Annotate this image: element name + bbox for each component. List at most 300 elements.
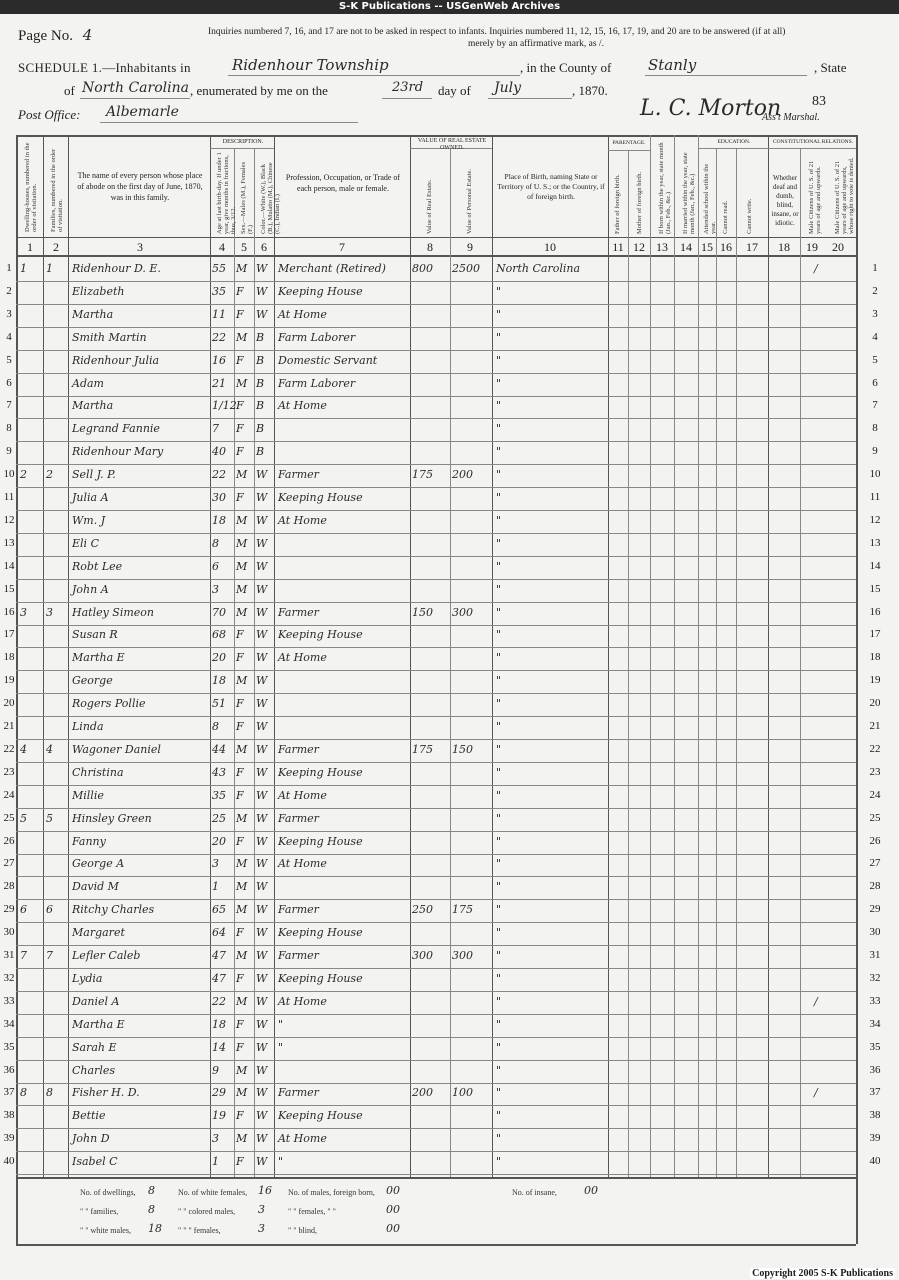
person-name: Hinsley Green — [72, 812, 152, 825]
row-number: 28 — [3, 880, 15, 892]
males-foreign-label: No. of males, foreign born, — [288, 1188, 375, 1197]
column-number: 12 — [633, 240, 645, 254]
row-number-right: 34 — [869, 1018, 881, 1030]
birthplace: " — [496, 285, 502, 298]
white-males-label: " " white males, — [80, 1226, 131, 1235]
header-education: EDUCATION. — [717, 139, 751, 145]
row-number: 30 — [3, 926, 15, 938]
row-number: 11 — [3, 491, 15, 503]
person-sex: F — [236, 445, 244, 458]
person-name: Martha E — [72, 651, 125, 664]
person-age: 29 — [212, 1086, 226, 1099]
row-number-right: 33 — [869, 995, 881, 1007]
person-occupation: Farm Laborer — [278, 377, 356, 390]
person-name: Elizabeth — [72, 285, 125, 298]
person-age: 18 — [212, 674, 226, 687]
row-number: 2 — [6, 285, 12, 297]
row-number-right: 8 — [872, 422, 878, 434]
birthplace: " — [496, 583, 502, 596]
person-color: W — [256, 606, 268, 619]
person-color: B — [256, 399, 265, 412]
marshal-signature: L. C. Morton — [640, 96, 782, 121]
person-color: W — [256, 972, 268, 985]
person-age: 68 — [212, 628, 226, 641]
person-color: W — [256, 1155, 268, 1168]
family-number: 4 — [46, 743, 53, 756]
person-age: 1 — [212, 1155, 219, 1168]
person-name: Ritchy Charles — [72, 903, 155, 916]
person-color: W — [256, 1086, 268, 1099]
family-number: 3 — [46, 606, 53, 619]
row-number: 15 — [3, 583, 15, 595]
person-occupation: Keeping House — [278, 628, 363, 641]
person-age: 47 — [212, 972, 226, 985]
header-real-estate: Value of Real Estate. — [426, 179, 433, 234]
person-name: Ridenhour Mary — [72, 445, 164, 458]
of-label: of — [64, 83, 75, 98]
white-females-count: 16 — [258, 1184, 272, 1197]
birthplace: " — [496, 674, 502, 687]
person-color: W — [256, 583, 268, 596]
header-sex: Sex.—Males (M.), Females (F.) — [240, 161, 254, 234]
person-color: W — [256, 285, 268, 298]
row-number: 5 — [6, 354, 12, 366]
row-number: 22 — [3, 743, 15, 755]
person-occupation: Farmer — [278, 468, 319, 481]
person-occupation: Farmer — [278, 1086, 319, 1099]
person-sex: F — [236, 926, 244, 939]
archive-banner: S-K Publications -- USGenWeb Archives — [0, 0, 899, 14]
person-sex: F — [236, 628, 244, 641]
row-number-right: 3 — [872, 308, 878, 320]
real-estate-value: 300 — [412, 949, 433, 962]
person-color: W — [256, 995, 268, 1008]
person-age: 20 — [212, 651, 226, 664]
person-occupation: Farm Laborer — [278, 331, 356, 344]
birthplace: " — [496, 399, 502, 412]
header-vote-denied: Male Citizens of U. S. of 21 years of age and upwards, whose right to vote is denied. — [834, 157, 855, 234]
column-number: 2 — [53, 240, 59, 254]
person-occupation: Keeping House — [278, 926, 363, 939]
birthplace: " — [496, 491, 502, 504]
column-number: 18 — [778, 240, 790, 254]
person-age: 11 — [212, 308, 226, 321]
row-number-right: 19 — [869, 674, 881, 686]
row-number-right: 22 — [869, 743, 881, 755]
row-number: 26 — [3, 835, 15, 847]
birthplace: " — [496, 697, 502, 710]
person-age: 51 — [212, 697, 226, 710]
row-number: 21 — [3, 720, 15, 732]
person-name: Julia A — [72, 491, 109, 504]
person-age: 44 — [212, 743, 226, 756]
person-name: Martha E — [72, 1018, 125, 1031]
inquiry-note-2: merely by an affirmative mark, as /. — [468, 39, 604, 49]
families-label: " " families, — [80, 1207, 119, 1216]
birthplace: " — [496, 949, 502, 962]
marshal-title: Ass't Marshal. — [762, 112, 820, 123]
inquiry-note: Inquiries numbered 7, 16, and 17 are not to be asked in respect to infants. Inquiries numbered 11, 12, 15, 16, 17, 19, and 20 are to be answered (if at all) — [208, 27, 786, 37]
person-color: W — [256, 491, 268, 504]
birthplace: " — [496, 514, 502, 527]
person-color: W — [256, 697, 268, 710]
person-occupation: Keeping House — [278, 835, 363, 848]
person-occupation: Keeping House — [278, 285, 363, 298]
person-occupation: Farmer — [278, 949, 319, 962]
column-number: 14 — [680, 240, 692, 254]
person-name: George — [72, 674, 113, 687]
person-color: W — [256, 812, 268, 825]
person-age: 9 — [212, 1064, 219, 1077]
family-number: 6 — [46, 903, 53, 916]
person-name: Martha — [72, 399, 114, 412]
row-number: 25 — [3, 812, 15, 824]
birthplace: " — [496, 880, 502, 893]
person-age: 1/12 — [212, 399, 237, 412]
county-label: , in the County of — [520, 60, 612, 75]
birthplace: " — [496, 903, 502, 916]
person-sex: F — [236, 399, 244, 412]
person-color: W — [256, 926, 268, 939]
person-color: W — [256, 651, 268, 664]
person-sex: M — [236, 995, 248, 1008]
header-color: Color.—White (W.), Black (B.), Mulatto (M.), Chinese (C.), Indian (I.) — [260, 162, 281, 234]
person-sex: M — [236, 1064, 248, 1077]
person-sex: M — [236, 743, 248, 756]
column-number: 13 — [656, 240, 668, 254]
citizen-mark: / — [814, 995, 818, 1008]
person-sex: M — [236, 262, 248, 275]
person-sex: M — [236, 812, 248, 825]
birthplace: " — [496, 468, 502, 481]
person-occupation: Domestic Servant — [278, 354, 378, 367]
person-color: W — [256, 468, 268, 481]
person-name: Smith Martin — [72, 331, 147, 344]
person-color: W — [256, 857, 268, 870]
person-name: Margaret — [72, 926, 125, 939]
person-color: W — [256, 537, 268, 550]
birthplace: " — [496, 972, 502, 985]
dwelling-number: 7 — [20, 949, 27, 962]
person-age: 8 — [212, 537, 219, 550]
person-name: Fanny — [72, 835, 106, 848]
person-color: W — [256, 514, 268, 527]
row-number: 13 — [3, 537, 15, 549]
row-number-right: 26 — [869, 835, 881, 847]
person-age: 40 — [212, 445, 226, 458]
row-number-right: 39 — [869, 1132, 881, 1144]
column-number: 4 — [219, 240, 225, 254]
row-number: 39 — [3, 1132, 15, 1144]
person-occupation: At Home — [278, 308, 327, 321]
person-age: 7 — [212, 422, 219, 435]
colored-males-count: 3 — [258, 1203, 265, 1216]
dwelling-number: 3 — [20, 606, 27, 619]
row-number: 27 — [3, 857, 15, 869]
family-number: 7 — [46, 949, 53, 962]
row-number-right: 16 — [869, 606, 881, 618]
white-males-count: 18 — [148, 1222, 162, 1235]
person-name: Fisher H. D. — [72, 1086, 140, 1099]
person-sex: F — [236, 1018, 244, 1031]
person-age: 43 — [212, 766, 226, 779]
dwelling-number: 5 — [20, 812, 27, 825]
person-name: Sell J. P. — [72, 468, 116, 481]
row-number: 6 — [6, 377, 12, 389]
person-color: W — [256, 789, 268, 802]
person-occupation: " — [278, 1041, 284, 1054]
post-office-label: Post Office: — [18, 107, 81, 122]
birthplace: " — [496, 308, 502, 321]
schedule-label: SCHEDULE 1.—Inhabitants in — [18, 60, 191, 75]
personal-estate-value: 175 — [452, 903, 473, 916]
birthplace: " — [496, 606, 502, 619]
row-number: 29 — [3, 903, 15, 915]
page-number-label: Page No. 4 — [18, 26, 93, 44]
row-number-right: 14 — [869, 560, 881, 572]
person-occupation: " — [278, 1155, 284, 1168]
column-number: 9 — [467, 240, 473, 254]
person-sex: M — [236, 331, 248, 344]
dwelling-number: 8 — [20, 1086, 27, 1099]
birthplace: " — [496, 1086, 502, 1099]
row-number-right: 7 — [872, 399, 878, 411]
row-number: 24 — [3, 789, 15, 801]
person-name: Rogers Pollie — [72, 697, 146, 710]
person-age: 35 — [212, 789, 226, 802]
person-sex: M — [236, 537, 248, 550]
row-number-right: 29 — [869, 903, 881, 915]
family-number: 2 — [46, 468, 53, 481]
column-number: 8 — [427, 240, 433, 254]
person-sex: F — [236, 354, 244, 367]
person-color: W — [256, 743, 268, 756]
person-occupation: At Home — [278, 1132, 327, 1145]
header-description: DESCRIPTION. — [222, 139, 264, 145]
person-sex: F — [236, 697, 244, 710]
column-number: 6 — [261, 240, 267, 254]
real-estate-value: 800 — [412, 262, 433, 275]
person-name: Lefler Caleb — [72, 949, 141, 962]
person-name: Legrand Fannie — [72, 422, 160, 435]
row-number: 38 — [3, 1109, 15, 1121]
person-name: Robt Lee — [72, 560, 123, 573]
column-number: 19 — [806, 240, 818, 254]
row-number-right: 38 — [869, 1109, 881, 1121]
person-occupation: Farmer — [278, 812, 319, 825]
person-occupation: Keeping House — [278, 1109, 363, 1122]
person-age: 3 — [212, 1132, 219, 1145]
row-number: 4 — [6, 331, 12, 343]
person-sex: F — [236, 720, 244, 733]
person-age: 14 — [212, 1041, 226, 1054]
row-number-right: 11 — [869, 491, 881, 503]
column-number: 1 — [27, 240, 33, 254]
row-number: 3 — [6, 308, 12, 320]
birthplace: " — [496, 422, 502, 435]
insane-label: No. of insane, — [512, 1188, 557, 1197]
person-age: 20 — [212, 835, 226, 848]
person-age: 22 — [212, 331, 226, 344]
females-foreign-label: " " females, " " — [288, 1207, 336, 1216]
person-age: 35 — [212, 285, 226, 298]
person-age: 6 — [212, 560, 219, 573]
page-number: 4 — [82, 26, 93, 44]
person-color: W — [256, 720, 268, 733]
person-occupation: Keeping House — [278, 972, 363, 985]
person-occupation: Keeping House — [278, 766, 363, 779]
row-number-right: 2 — [872, 285, 878, 297]
post-office-name: Albemarle — [106, 104, 179, 120]
person-sex: M — [236, 514, 248, 527]
birthplace: " — [496, 789, 502, 802]
row-number-right: 6 — [872, 377, 878, 389]
person-sex: M — [236, 1132, 248, 1145]
person-color: W — [256, 628, 268, 641]
state-name: North Carolina — [82, 80, 189, 96]
families-count: 8 — [148, 1203, 155, 1216]
row-number-right: 37 — [869, 1086, 881, 1098]
person-color: B — [256, 354, 265, 367]
person-sex: F — [236, 972, 244, 985]
row-number: 35 — [3, 1041, 15, 1053]
person-age: 18 — [212, 1018, 226, 1031]
dwellings-label: No. of dwellings, — [80, 1188, 136, 1197]
person-color: W — [256, 880, 268, 893]
person-occupation: " — [278, 1018, 284, 1031]
person-sex: F — [236, 308, 244, 321]
birthplace: " — [496, 857, 502, 870]
birthplace: " — [496, 537, 502, 550]
column-number: 17 — [746, 240, 758, 254]
state-label: , State — [814, 60, 847, 75]
header-cannot-read: Cannot read. — [722, 200, 729, 234]
person-age: 1 — [212, 880, 219, 893]
blind-count: 00 — [386, 1222, 400, 1235]
column-number: 15 — [701, 240, 713, 254]
header-dwelling: Dwelling-houses, numbered in the order of visitation. — [24, 142, 38, 232]
person-name: Sarah E — [72, 1041, 117, 1054]
dwelling-number: 6 — [20, 903, 27, 916]
dwelling-number: 1 — [20, 262, 27, 275]
row-number-right: 18 — [869, 651, 881, 663]
person-sex: M — [236, 377, 248, 390]
person-sex: M — [236, 674, 248, 687]
row-number: 18 — [3, 651, 15, 663]
birthplace: " — [496, 354, 502, 367]
person-name: Susan R — [72, 628, 118, 641]
person-age: 18 — [212, 514, 226, 527]
day-of-label: day of — [438, 83, 471, 98]
personal-estate-value: 2500 — [452, 262, 480, 275]
person-sex: F — [236, 789, 244, 802]
birthplace: " — [496, 445, 502, 458]
birthplace: North Carolina — [496, 262, 581, 275]
person-age: 65 — [212, 903, 226, 916]
person-occupation: Keeping House — [278, 491, 363, 504]
person-occupation: At Home — [278, 789, 327, 802]
person-name: John D — [72, 1132, 110, 1145]
birthplace: " — [496, 651, 502, 664]
birthplace: " — [496, 812, 502, 825]
person-occupation: At Home — [278, 651, 327, 664]
row-number-right: 10 — [869, 468, 881, 480]
family-number: 8 — [46, 1086, 53, 1099]
person-name: Hatley Simeon — [72, 606, 155, 619]
person-sex: M — [236, 880, 248, 893]
person-color: B — [256, 331, 265, 344]
person-occupation: At Home — [278, 399, 327, 412]
birthplace: " — [496, 1132, 502, 1145]
birthplace: " — [496, 995, 502, 1008]
row-number: 37 — [3, 1086, 15, 1098]
person-occupation: Farmer — [278, 903, 319, 916]
person-color: W — [256, 903, 268, 916]
header-name: The name of every person whose place of abode on the first day of June, 1870, was in this family. — [77, 171, 203, 202]
person-sex: M — [236, 857, 248, 870]
column-number: 10 — [544, 240, 556, 254]
person-occupation: At Home — [278, 857, 327, 870]
person-sex: F — [236, 1109, 244, 1122]
enumeration-month: July — [494, 80, 522, 96]
birthplace: " — [496, 1041, 502, 1054]
colored-males-label: " " colored males, — [178, 1207, 236, 1216]
birthplace: " — [496, 743, 502, 756]
person-color: W — [256, 560, 268, 573]
person-sex: M — [236, 949, 248, 962]
person-name: Eli C — [72, 537, 99, 550]
header-family: Families, numbered in the order of visitation. — [50, 148, 64, 232]
person-name: Wagoner Daniel — [72, 743, 161, 756]
row-number-right: 35 — [869, 1041, 881, 1053]
row-number-right: 5 — [872, 354, 878, 366]
header-born-within-year: If born within the year, state month (Jan., Feb., &c.) — [658, 142, 672, 234]
person-name: Charles — [72, 1064, 115, 1077]
person-color: B — [256, 377, 265, 390]
row-number-right: 27 — [869, 857, 881, 869]
header-disability: Whether deaf and dumb, blind, insane, or idiotic. — [771, 174, 799, 227]
person-sex: M — [236, 468, 248, 481]
row-number-right: 12 — [869, 514, 881, 526]
person-age: 19 — [212, 1109, 226, 1122]
birthplace: " — [496, 560, 502, 573]
header-married-within-year: If married within the year, state month (Jan., Feb., &c.) — [682, 152, 696, 234]
row-number-right: 15 — [869, 583, 881, 595]
personal-estate-value: 100 — [452, 1086, 473, 1099]
males-foreign-count: 00 — [386, 1184, 400, 1197]
person-sex: F — [236, 1155, 244, 1168]
person-name: Ridenhour D. E. — [72, 262, 161, 275]
person-name: John A — [72, 583, 109, 596]
row-number: 16 — [3, 606, 15, 618]
person-name: George A — [72, 857, 125, 870]
citizen-mark: / — [814, 1086, 818, 1099]
person-sex: F — [236, 651, 244, 664]
person-age: 16 — [212, 354, 226, 367]
person-age: 47 — [212, 949, 226, 962]
birthplace: " — [496, 1155, 502, 1168]
header-constitutional: CONSTITUTIONAL RELATIONS. — [772, 139, 854, 145]
person-sex: F — [236, 422, 244, 435]
person-name: Millie — [72, 789, 104, 802]
person-age: 25 — [212, 812, 226, 825]
family-number: 1 — [46, 262, 53, 275]
person-occupation: Farmer — [278, 606, 319, 619]
row-number-right: 25 — [869, 812, 881, 824]
row-number: 9 — [6, 445, 12, 457]
enumeration-year: , 1870. — [572, 83, 608, 98]
person-age: 8 — [212, 720, 219, 733]
